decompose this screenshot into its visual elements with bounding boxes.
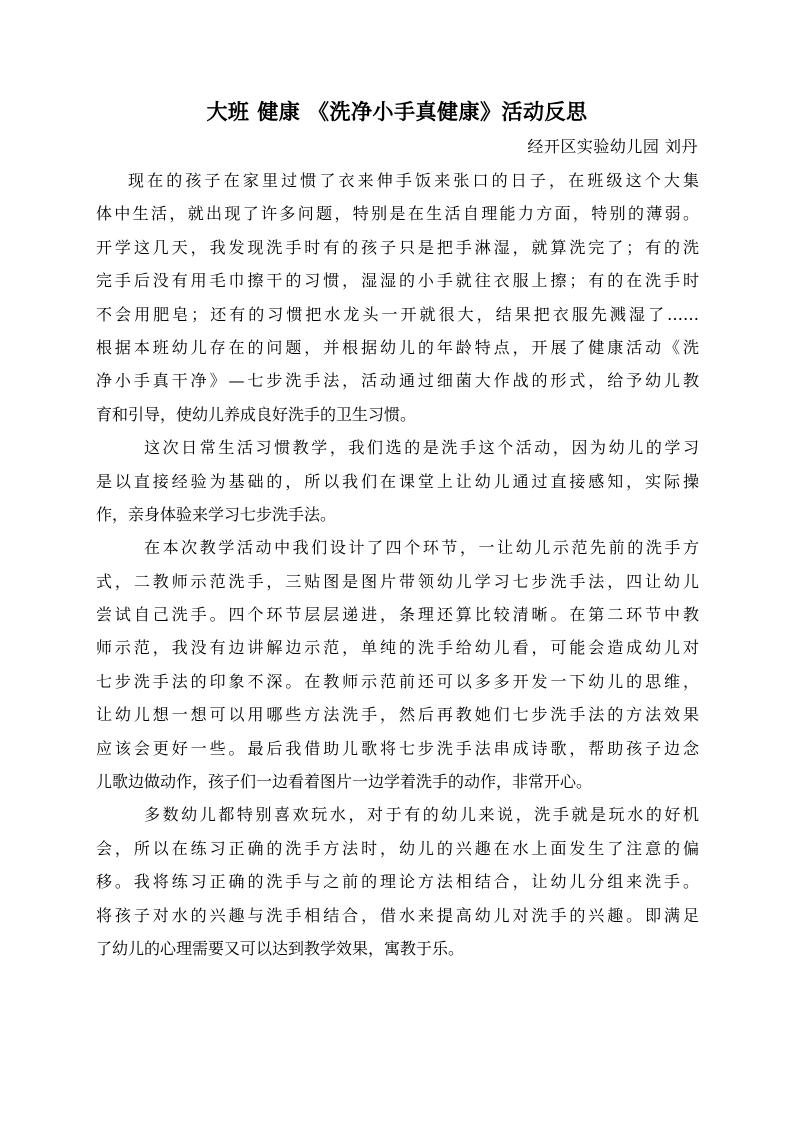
- paragraph-1: [96, 164, 699, 431]
- paragraph-line: 净小手真干净》—七步洗手法，活动通过细菌大作战的形式，给予幼儿教: [96, 371, 699, 391]
- paragraph-line: 七步洗手法的印象不深。在教师示范前还可以多多开发一下幼儿的思维，: [96, 671, 699, 691]
- paragraph-line: 开学这几天，我发现洗手时有的孩子只是把手淋湿，就算洗完了；有的洗: [96, 237, 699, 257]
- paragraph-line: 移。我将练习正确的洗手与之前的理论方法相结合，让幼儿分组来洗手。: [96, 872, 699, 892]
- author-line: 经开区实验幼儿园 刘丹: [527, 137, 698, 156]
- paragraph-4: [96, 798, 699, 965]
- paragraph-line: 会，所以在练习正确的洗手方法时，幼儿的兴趣在水上面发生了注意的偏: [96, 838, 699, 858]
- paragraph-line: 式，二教师示范洗手，三贴图是图片带领幼儿学习七步洗手法，四让幼儿: [96, 571, 699, 591]
- paragraph-line: 师示范，我没有边讲解边示范，单纯的洗手给幼儿看，可能会造成幼儿对: [96, 638, 699, 658]
- paragraph-line: 儿歌边做动作，孩子们一边看着图片一边学着洗手的动作，非常开心。: [96, 772, 593, 792]
- paragraph-line: 让幼儿想一想可以用哪些方法洗手，然后再教她们七步洗手法的方法效果: [96, 705, 699, 725]
- paragraph-line: 现在的孩子在家里过惯了衣来伸手饭来张口的日子，在班级这个大集: [128, 171, 699, 190]
- paragraph-line: 不会用肥皂；还有的习惯把水龙头一开就很大，结果把衣服先溅湿了……: [96, 304, 699, 324]
- document-title: 大班 健康 《洗净小手真健康》活动反思: [206, 99, 588, 124]
- paragraph-line: 在本次教学活动中我们设计了四个环节，一让幼儿示范先前的洗手方: [144, 538, 699, 558]
- paragraph-line: 体中生活，就出现了许多问题，特别是在生活自理能力方面，特别的薄弱。: [96, 204, 699, 224]
- paragraph-line: 尝试自己洗手。四个环节层层递进，条理还算比较清晰。在第二环节中教: [96, 605, 699, 625]
- paragraph-line: 应该会更好一些。最后我借助儿歌将七步洗手法串成诗歌，帮助孩子边念: [96, 738, 699, 758]
- paragraph-line: 完手后没有用毛巾擦干的习惯，湿湿的小手就往衣服上擦；有的在洗手时: [96, 271, 699, 291]
- paragraph-line: 将孩子对水的兴趣与洗手相结合，借水来提高幼儿对洗手的兴趣。即满足: [96, 905, 699, 925]
- paragraph-line: 作，亲身体验来学习七步洗手法。: [96, 504, 337, 524]
- paragraph-line: 这次日常生活习惯教学，我们选的是洗手这个活动，因为幼儿的学习: [144, 438, 699, 458]
- paragraph-line: 了幼儿的心理需要又可以达到教学效果，寓教于乐。: [96, 938, 465, 958]
- paragraph-line: 是以直接经验为基础的，所以我们在课堂上让幼儿通过直接感知，实际操: [96, 471, 699, 491]
- paragraph-line: 多数幼儿都特别喜欢玩水，对于有的幼儿来说，洗手就是玩水的好机: [144, 805, 699, 825]
- paragraph-line: 根据本班幼儿存在的问题，并根据幼儿的年龄特点，开展了健康活动《洗: [96, 337, 699, 357]
- paragraph-line: 育和引导，使幼儿养成良好洗手的卫生习惯。: [96, 404, 417, 424]
- paragraph-2: [96, 431, 699, 531]
- document-body: [96, 164, 699, 965]
- paragraph-3: [96, 531, 699, 798]
